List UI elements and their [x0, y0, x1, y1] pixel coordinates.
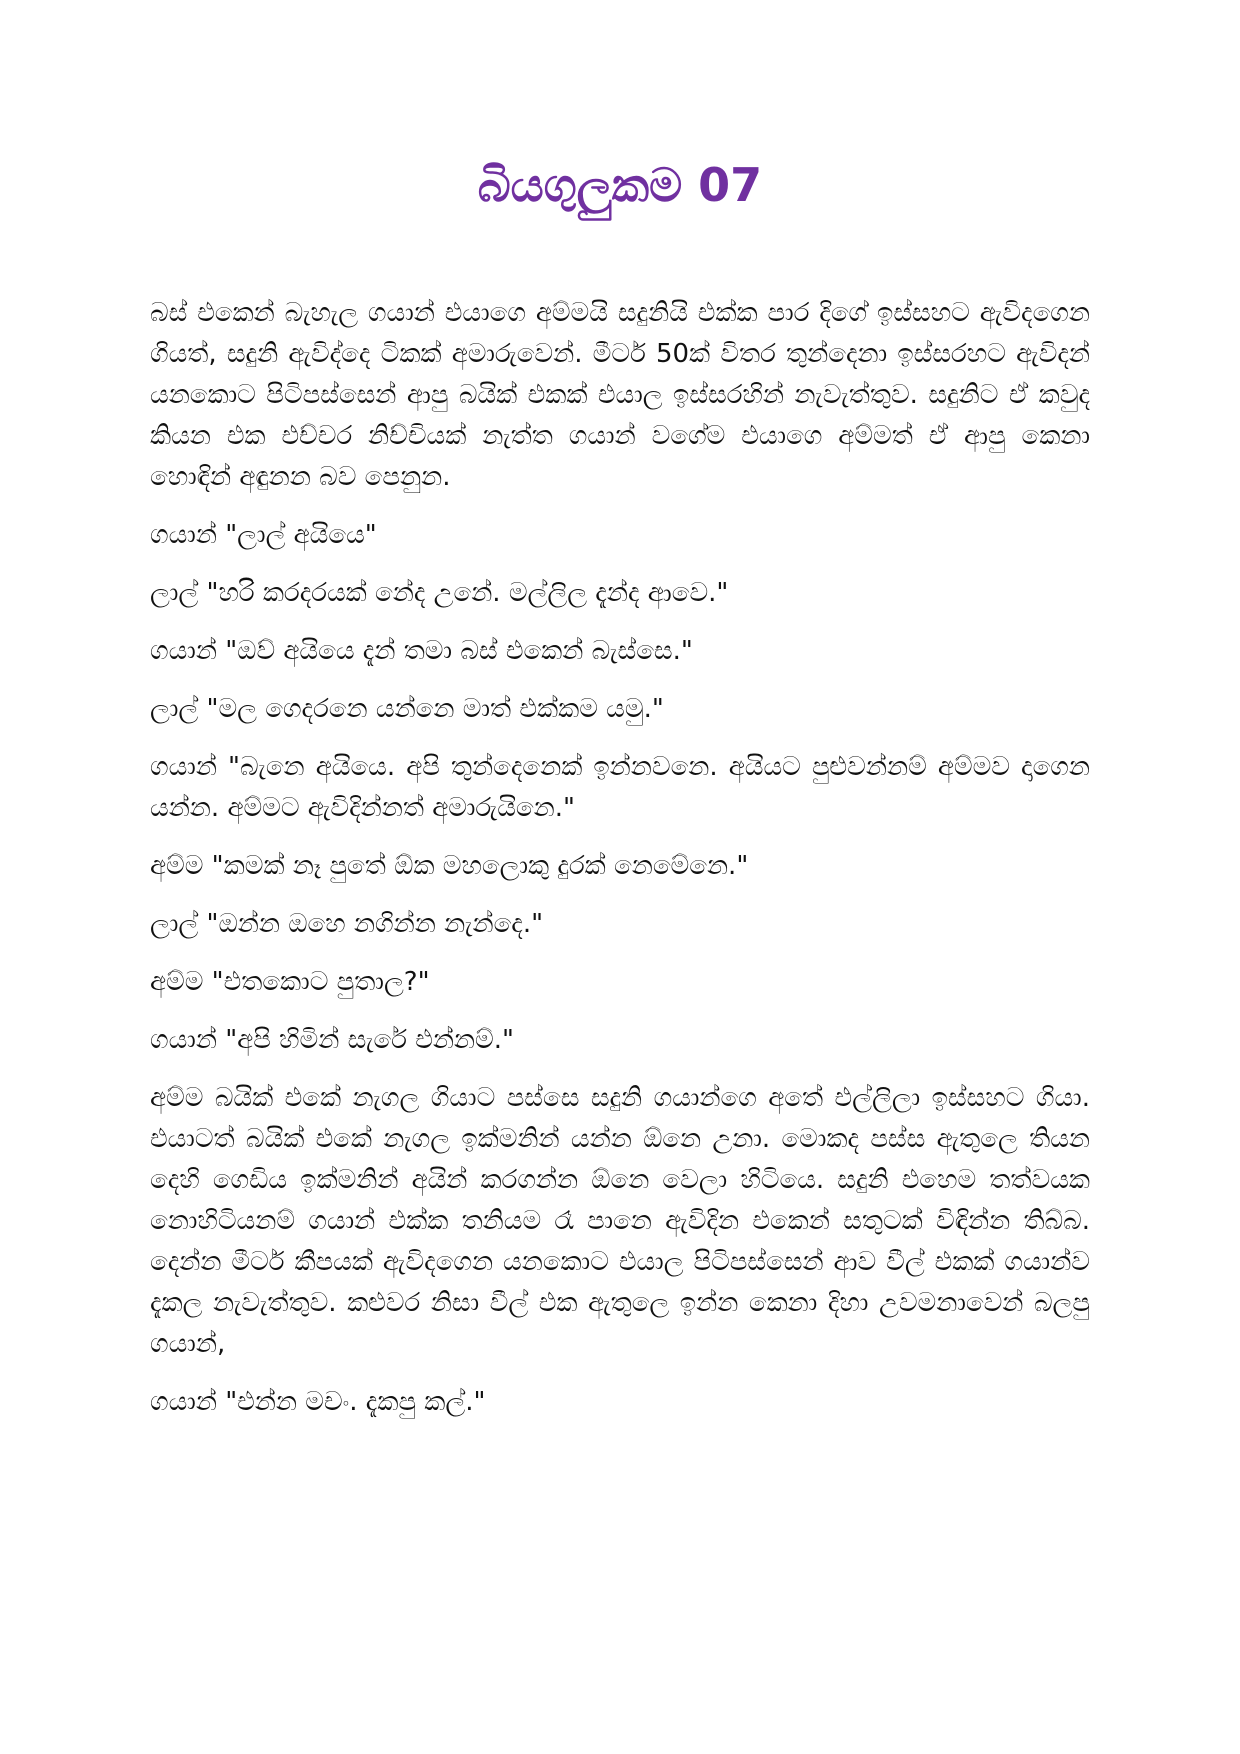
dialogue-line: ගයාන් "ලාල් අයියෙ" — [150, 520, 377, 550]
story-body — [150, 293, 1090, 1440]
dialogue-line: ලාල් "හරි කරදරයක් නේද උනේ. මල්ලිල දැන්ද ආවෙ." — [150, 578, 729, 608]
dialogue-line: ගයාන් "බැනෙ අයියෙ. අපි තුන්දෙනෙක් ඉන්නවනෙ. අයියට පුළුවන්නම් අම්මව දාගෙන යන්න. අම්මට ඇවිදින්නත් අමාරුයිනෙ." — [150, 752, 1090, 823]
paragraph-opening: බස් එකෙන් බැහැල ගයාන් එයාගෙ අම්මයි සදුනියි එක්ක පාර දිගේ ඉස්සහට ඇවිදගෙන ගියත්, සදුනි ඇවිද්දෙ ටිකක් අමාරුවෙන්. මීටර් 50ක් විතර තුන්දෙනා ඉස්සරහට ඇවිදන් යනකොට පිටිපස්සෙන් ආපු බයික් එකක් එයාල ඉස්සරහින් නැවැත්තුව. සදුනිට ඒ කවුද කියන එක එච්චර නිච්චියක් නැත්ත ගයාන් වගේම එයාගෙ අම්මත් ඒ ආපු කෙනා හොඳින් අඳුනන බව පෙනුන. — [150, 298, 1090, 492]
dialogue-line: අම්ම "කමක් නෑ පුතේ ඕක මහලොකු දුරක් නෙමේනෙ." — [150, 851, 749, 881]
dialogue-line: ගයාන් "අපි හිමින් සැරේ එන්නම්." — [150, 1025, 514, 1055]
paragraph-narrative: අම්ම බයික් එකේ නැගල ගියාට පස්සෙ සදුනි ගයාන්ගෙ අතේ එල්ලිලා ඉස්සහට ගියා. එයාටත් බයික් එකේ නැගල ඉක්මනින් යන්න ඕනෙ උනා. මොකද පස්ස ඇතුලෙ තියන දෙහි ගෙඩිය ඉක්මනින් අයින් කරගන්න ඕනෙ වෙලා හිටියෙ. සදුනි එහෙම තත්වයක නොහිටියනම් ගයාන් එක්ක තනියම රෑ පානෙ ඇවිදින එකෙන් සතුටක් විඳින්න තිබ්බ. දෙන්න මීටර් කීපයක් ඇවිදගෙන යනකොට එයාල පිටිපස්සෙන් ආව වීල් එකක් ගයාන්ව දැකල නැවැත්තුව. කළුවර නිසා වීල් එක ඇතුලෙ ඉන්න කෙනා දිහා උවමනාවෙන් බලපු ගයාන්, — [150, 1083, 1090, 1359]
dialogue-line: ලාල් "මල ගෙදරනෙ යන්නෙ මාත් එක්කම යමු." — [150, 694, 664, 724]
story-title: බියගුලුකම 07 — [477, 158, 763, 212]
dialogue-line: ලාල් "ඔන්න ඔහෙ නගින්න නැන්දෙ." — [150, 909, 544, 939]
dialogue-line: අම්ම "එතකොට පුතාල?" — [150, 967, 430, 997]
dialogue-line: ගයාන් "එන්න මචං. දැකපු කල්." — [150, 1387, 486, 1417]
dialogue-line: ගයාන් "ඔව් අයියෙ දැන් තමා බස් එකෙන් බැස්සෙ." — [150, 636, 693, 666]
